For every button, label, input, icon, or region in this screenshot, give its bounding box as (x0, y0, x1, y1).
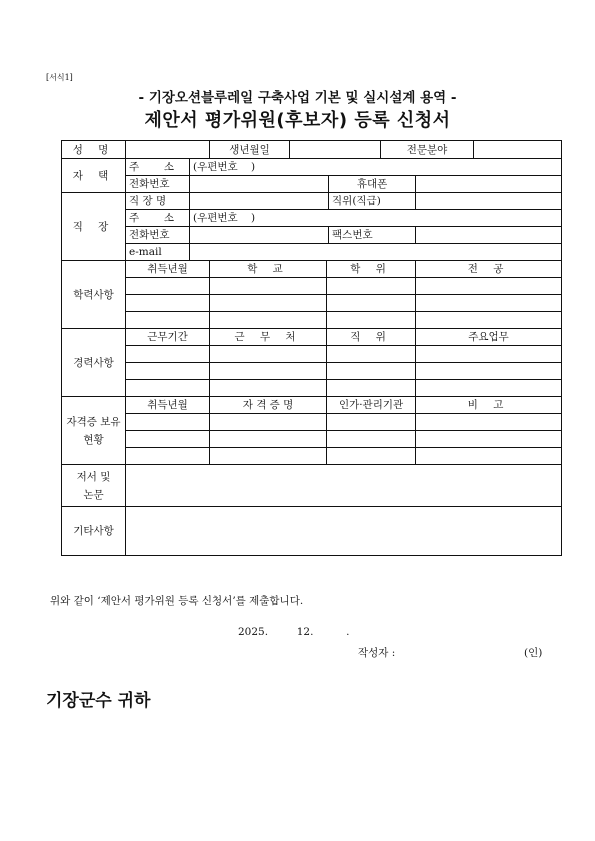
education-major-cell[interactable] (416, 295, 562, 312)
fax-label: 팩스번호 (329, 227, 416, 244)
education-entry-row (62, 312, 562, 329)
career-header-position: 직 위 (327, 329, 416, 346)
work-address-label: 주 소 (126, 210, 190, 227)
career-entry-row (62, 346, 562, 363)
career-position-cell[interactable] (327, 380, 416, 397)
education-school-cell[interactable] (210, 295, 327, 312)
specialty-label: 전문분야 (381, 141, 474, 159)
registration-form-table (61, 140, 562, 556)
career-header-workplace: 근 무 처 (210, 329, 327, 346)
license-header-name: 자 격 증 명 (210, 397, 327, 414)
work-address-input[interactable]: (우편번호 ) (190, 210, 562, 227)
form-number-label: [서식1] (46, 73, 73, 82)
education-date-cell[interactable] (126, 312, 210, 329)
career-header-duties: 주요업무 (416, 329, 562, 346)
declaration-text: 위와 같이 ‘제안서 평가위원 등록 신청서’를 제출합니다. (50, 595, 304, 607)
position-label: 직위(직급) (329, 193, 416, 210)
license-header-date: 취득년월 (126, 397, 210, 414)
education-major-cell[interactable] (416, 312, 562, 329)
education-entry-row (62, 295, 562, 312)
home-phone-label: 전화번호 (126, 176, 190, 193)
career-position-cell[interactable] (327, 363, 416, 380)
license-header-authority: 인가·관리기관 (327, 397, 416, 414)
email-label: e-mail (126, 244, 190, 261)
education-date-cell[interactable] (126, 278, 210, 295)
career-label: 경력사항 (62, 329, 126, 397)
seal-label: (인) (524, 647, 543, 659)
fax-input[interactable] (416, 227, 562, 244)
license-header-row (62, 397, 562, 414)
date-month: 12. (296, 626, 314, 638)
license-header-remarks: 비 고 (416, 397, 562, 414)
career-workplace-cell[interactable] (210, 380, 327, 397)
education-header-school: 학 교 (210, 261, 327, 278)
career-header-row (62, 329, 562, 346)
workplace-name-input[interactable] (190, 193, 329, 210)
birth-date-input[interactable] (290, 141, 381, 159)
license-name-cell[interactable] (210, 431, 327, 448)
work-phone-label: 전화번호 (126, 227, 190, 244)
publications-label: 저서 및 논문 (62, 465, 126, 507)
home-phone-row (62, 176, 562, 193)
name-label: 성 명 (62, 141, 126, 159)
name-row (62, 141, 562, 159)
work-address-row (62, 210, 562, 227)
position-input[interactable] (416, 193, 562, 210)
home-phone-input[interactable] (190, 176, 329, 193)
document-title: 제안서 평가위원(후보자) 등록 신청서 (144, 110, 451, 131)
career-entry-row (62, 363, 562, 380)
career-duties-cell[interactable] (416, 346, 562, 363)
license-name-cell[interactable] (210, 414, 327, 431)
email-row (62, 244, 562, 261)
other-row (62, 507, 562, 556)
education-header-row (62, 261, 562, 278)
other-label: 기타사항 (62, 507, 126, 556)
license-entry-row (62, 448, 562, 465)
workplace-row (62, 193, 562, 210)
education-school-cell[interactable] (210, 312, 327, 329)
education-header-major: 전 공 (416, 261, 562, 278)
publications-input[interactable] (126, 465, 562, 507)
home-address-row (62, 159, 562, 176)
license-date-cell[interactable] (126, 448, 210, 465)
license-name-cell[interactable] (210, 448, 327, 465)
career-position-cell[interactable] (327, 346, 416, 363)
writer-label: 작성자 : (358, 647, 396, 659)
license-authority-cell[interactable] (327, 448, 416, 465)
career-period-cell[interactable] (126, 380, 210, 397)
license-remarks-cell[interactable] (416, 414, 562, 431)
education-entry-row (62, 278, 562, 295)
submission-date (238, 626, 349, 638)
education-header-date: 취득년월 (126, 261, 210, 278)
license-authority-cell[interactable] (327, 431, 416, 448)
career-duties-cell[interactable] (416, 380, 562, 397)
education-major-cell[interactable] (416, 278, 562, 295)
specialty-input[interactable] (474, 141, 562, 159)
date-day: . (346, 626, 350, 638)
education-degree-cell[interactable] (327, 295, 416, 312)
mobile-input[interactable] (416, 176, 562, 193)
license-date-cell[interactable] (126, 431, 210, 448)
career-header-period: 근무기간 (126, 329, 210, 346)
education-degree-cell[interactable] (327, 278, 416, 295)
date-year: 2025. (238, 626, 269, 638)
mobile-label: 휴대폰 (329, 176, 416, 193)
career-period-cell[interactable] (126, 363, 210, 380)
license-remarks-cell[interactable] (416, 431, 562, 448)
work-label: 직 장 (62, 193, 126, 261)
education-degree-cell[interactable] (327, 312, 416, 329)
education-school-cell[interactable] (210, 278, 327, 295)
home-address-label: 주 소 (126, 159, 190, 176)
other-input[interactable] (126, 507, 562, 556)
education-date-cell[interactable] (126, 295, 210, 312)
work-phone-input[interactable] (190, 227, 329, 244)
license-authority-cell[interactable] (327, 414, 416, 431)
workplace-name-label: 직 장 명 (126, 193, 190, 210)
license-entry-row (62, 414, 562, 431)
name-input[interactable] (126, 141, 210, 159)
email-input[interactable] (190, 244, 562, 261)
birth-date-label: 생년월일 (210, 141, 290, 159)
career-period-cell[interactable] (126, 346, 210, 363)
license-entry-row (62, 431, 562, 448)
education-header-degree: 학 위 (327, 261, 416, 278)
education-label: 학력사항 (62, 261, 126, 329)
career-workplace-cell[interactable] (210, 346, 327, 363)
work-phone-row (62, 227, 562, 244)
career-workplace-cell[interactable] (210, 363, 327, 380)
license-remarks-cell[interactable] (416, 448, 562, 465)
license-label: 자격증 보유현황 (62, 397, 126, 465)
license-date-cell[interactable] (126, 414, 210, 431)
home-address-input[interactable]: (우편번호 ) (190, 159, 562, 176)
addressee: 기장군수 귀하 (46, 691, 151, 711)
project-subtitle: - 기장오션블루레일 구축사업 기본 및 실시설계 용역 - (138, 90, 457, 106)
publications-row (62, 465, 562, 507)
career-duties-cell[interactable] (416, 363, 562, 380)
home-label: 자 택 (62, 159, 126, 193)
career-entry-row (62, 380, 562, 397)
